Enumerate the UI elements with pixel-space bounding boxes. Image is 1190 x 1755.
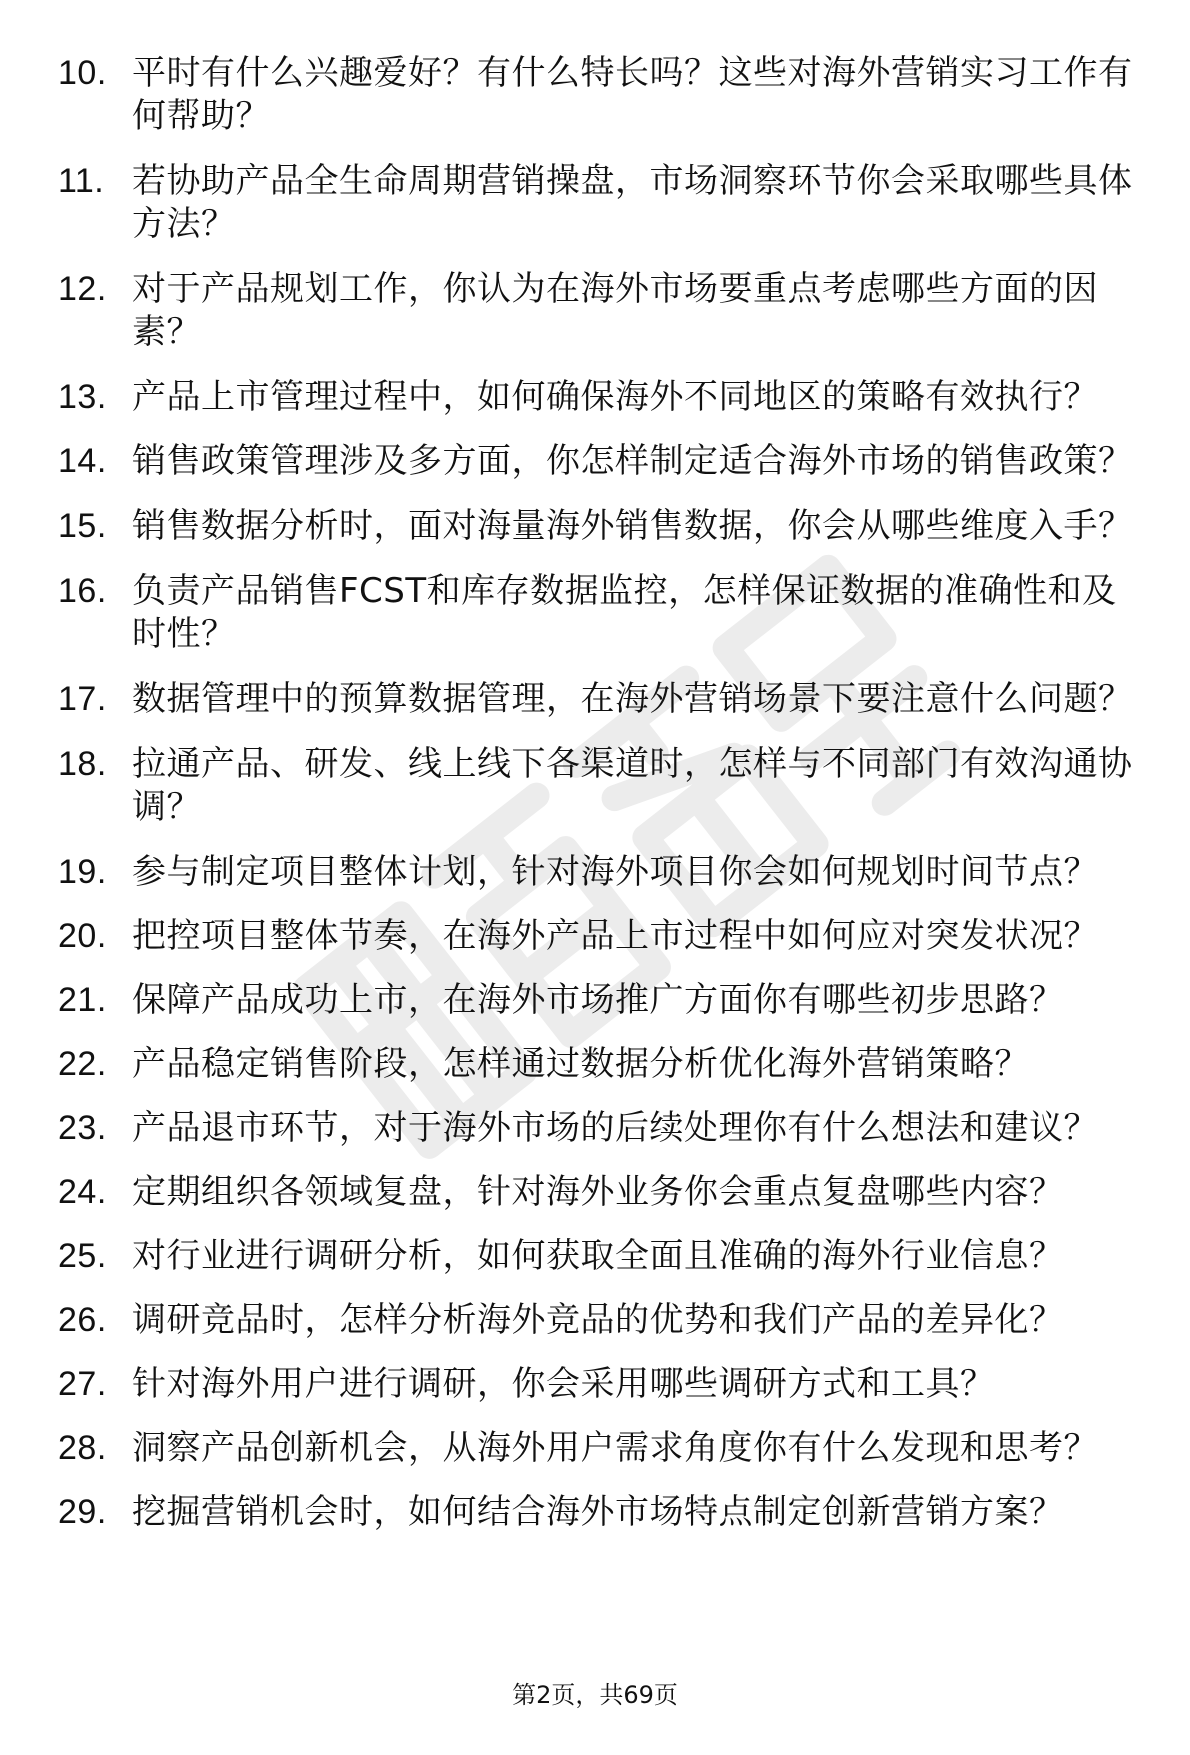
question-item [58,376,1148,419]
question-number: 11. [58,162,105,200]
question-item [58,268,1148,354]
question-number: 21. [58,981,107,1019]
question-item [58,1363,1148,1406]
question-number: 16. [58,572,107,610]
question-text: 平时有什么兴趣爱好？有什么特长吗？这些对海外营销实习工作有何帮助？ [132,53,1133,136]
question-text: 销售政策管理涉及多方面，你怎样制定适合海外市场的销售政策？ [132,441,1133,481]
question-list [58,52,1148,1555]
question-item [58,678,1148,721]
question-item [58,1491,1148,1534]
question-text: 拉通产品、研发、线上线下各渠道时，怎样与不同部门有效沟通协调？ [132,744,1133,827]
question-item [58,979,1148,1022]
question-item [58,1107,1148,1150]
question-text: 定期组织各领域复盘，针对海外业务你会重点复盘哪些内容？ [132,1172,1064,1212]
question-text: 对行业进行调研分析，如何获取全面且准确的海外行业信息？ [132,1236,1064,1276]
question-text: 挖掘营销机会时，如何结合海外市场特点制定创新营销方案？ [132,1492,1064,1532]
question-item [58,1427,1148,1470]
question-number: 18. [58,745,107,783]
question-text: 数据管理中的预算数据管理，在海外营销场景下要注意什么问题？ [132,679,1133,719]
question-text: 销售数据分析时，面对海量海外销售数据，你会从哪些维度入手？ [132,506,1133,546]
question-item [58,440,1148,483]
question-number: 23. [58,1109,107,1147]
question-number: 28. [58,1429,107,1467]
question-item [58,570,1148,656]
question-item [58,915,1148,958]
question-text: 把控项目整体节奏，在海外产品上市过程中如何应对突发状况？ [132,916,1098,956]
question-item [58,851,1148,894]
question-number: 19. [58,853,107,891]
page-footer [0,1680,1190,1710]
question-number: 26. [58,1301,107,1339]
question-number: 12. [58,270,107,308]
question-number: 10. [58,54,107,92]
question-number: 29. [58,1493,107,1531]
question-item [58,160,1148,246]
question-number: 27. [58,1365,107,1403]
question-number: 25. [58,1237,107,1275]
question-text: 保障产品成功上市，在海外市场推广方面你有哪些初步思路？ [132,980,1064,1020]
question-item [58,1043,1148,1086]
question-text: 洞察产品创新机会，从海外用户需求角度你有什么发现和思考？ [132,1428,1098,1468]
question-text: 若协助产品全生命周期营销操盘，市场洞察环节你会采取哪些具体方法？ [132,161,1133,244]
question-item [58,1171,1148,1214]
question-text: 产品上市管理过程中，如何确保海外不同地区的策略有效执行？ [132,377,1098,417]
question-number: 15. [58,507,107,545]
question-text: 针对海外用户进行调研，你会采用哪些调研方式和工具？ [132,1364,995,1404]
question-number: 24. [58,1173,107,1211]
question-item [58,505,1148,548]
question-item [58,1299,1148,1342]
question-number: 17. [58,680,107,718]
question-text: 对于产品规划工作，你认为在海外市场要重点考虑哪些方面的因素？ [132,269,1098,352]
question-text: 产品退市环节，对于海外市场的后续处理你有什么想法和建议？ [132,1108,1098,1148]
question-number: 22. [58,1045,107,1083]
question-item [58,52,1148,138]
question-text: 参与制定项目整体计划，针对海外项目你会如何规划时间节点？ [132,852,1098,892]
question-item [58,743,1148,829]
question-text: 产品稳定销售阶段，怎样通过数据分析优化海外营销策略？ [132,1044,1029,1084]
question-text: 调研竞品时，怎样分析海外竞品的优势和我们产品的差异化？ [132,1300,1064,1340]
question-number: 20. [58,917,107,955]
question-text: 负责产品销售FCST和库存数据监控，怎样保证数据的准确性和及时性？ [132,571,1117,654]
question-item [58,1235,1148,1278]
question-number: 13. [58,378,107,416]
page-number-label: 第2页，共69页 [512,1681,678,1709]
question-number: 14. [58,442,107,480]
